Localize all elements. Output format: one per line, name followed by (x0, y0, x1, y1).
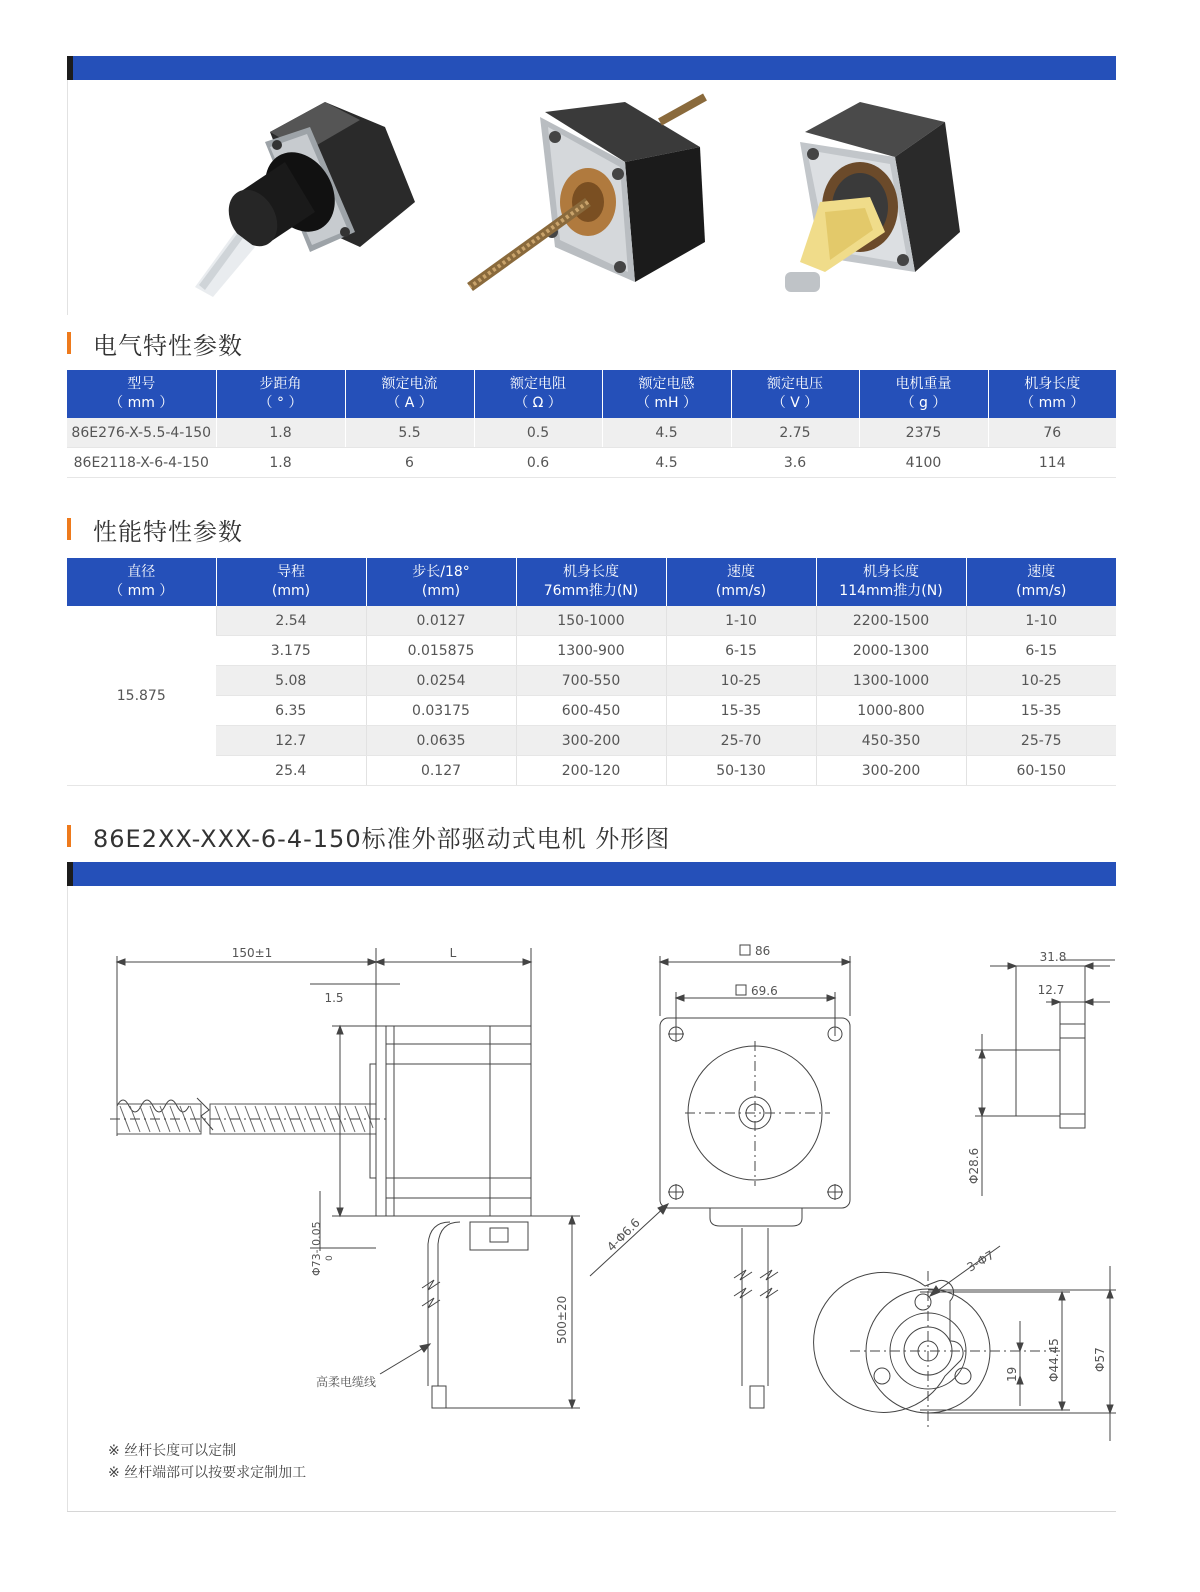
dim-phi44-45: Φ44.45 (1047, 1338, 1061, 1382)
nut-side-view (967, 950, 1115, 1196)
side-view (110, 946, 580, 1408)
header-cell: 机身长度 76mm推力(N) (516, 558, 666, 606)
dim-3-phi7: 3-Φ7 (964, 1247, 997, 1275)
drawing-banner (67, 862, 1116, 886)
section-marker (67, 825, 71, 847)
table-row: 25.4 0.127 200-120 50-130 300-200 60-150 (67, 756, 1116, 786)
header-cell: 机身长度 （ mm ） (988, 370, 1116, 418)
performance-section-title: 性能特性参数 (67, 512, 243, 546)
section-marker (67, 332, 71, 354)
motor-photo-2 (460, 82, 730, 312)
table-row: 12.7 0.0635 300-200 25-70 450-350 25-75 (67, 726, 1116, 756)
dim-1-5: 1.5 (324, 991, 344, 1005)
header-cell: 额定电阻 （ Ω ） (474, 370, 602, 418)
header-cell: 步距角 （ ° ） (216, 370, 345, 418)
header-cell: 额定电流 （ A ） (345, 370, 474, 418)
header-cell: 机身长度 114mm推力(N) (816, 558, 966, 606)
dim-phi73: Φ73- 0.05 (310, 1221, 323, 1276)
dim-4-phi66: 4-Φ6.6 (604, 1215, 643, 1255)
note-1: ※ 丝杆长度可以定制 (108, 1443, 237, 1459)
motor-photo-1 (185, 82, 425, 312)
front-view (590, 944, 850, 1408)
dim-12-7: 12.7 (1037, 983, 1065, 997)
header-cell: 速度 (mm/s) (966, 558, 1116, 606)
dim-phi28-6: Φ28.6 (967, 1147, 981, 1184)
dim-phi57: Φ57 (1093, 1347, 1107, 1372)
electrical-table (67, 370, 1116, 478)
header-cell: 额定电感 （ mH ） (602, 370, 731, 418)
cable-label: 高柔电缆线 (316, 1375, 377, 1389)
table-row: 6.35 0.03175 600-450 15-35 1000-800 15-35 (67, 696, 1116, 726)
table-row: 5.08 0.0254 700-550 10-25 1300-1000 10-25 (67, 666, 1116, 696)
table-row: 86E276-X-5.5-4-150 1.8 5.5 0.5 4.5 2.75 2375 76 (67, 418, 1116, 448)
note-2: ※ 丝杆端部可以按要求定制加工 (108, 1465, 307, 1481)
dim-86: 86 (755, 944, 771, 958)
header-cell: 步长/18° (mm) (366, 558, 516, 606)
header-cell: 额定电压 （ V ） (731, 370, 859, 418)
table-row: 3.175 0.015875 1300-900 6-15 2000-1300 6-15 (67, 636, 1116, 666)
outline-drawing (70, 886, 1116, 1506)
header-cell: 型号 （ mm ） (67, 370, 216, 418)
diameter-cell: 15.875 (67, 606, 216, 786)
dim-19: 19 (1005, 1366, 1019, 1382)
header-cell: 速度 (mm/s) (666, 558, 816, 606)
header-cell: 导程 (mm) (216, 558, 366, 606)
performance-table (67, 558, 1116, 786)
electrical-section-title: 电气特性参数 (67, 326, 243, 360)
motor-photo-3 (775, 82, 975, 312)
header-cell: 电机重量 （ g ） (859, 370, 988, 418)
dim-150: 150±1 (231, 946, 273, 960)
electrical-header-row (67, 370, 1116, 418)
table-row: 86E2118-X-6-4-150 1.8 6 0.6 4.5 3.6 4100 114 (67, 448, 1116, 478)
table-row: 15.875 2.54 0.0127 150-1000 1-10 2200-1500 1-10 (67, 606, 1116, 636)
dim-500: 500±20 (555, 1295, 569, 1344)
header-cell: 直径 （ mm ） (67, 558, 216, 606)
dim-31-8: 31.8 (1039, 950, 1067, 964)
dim-phi73-tol: 0 (325, 1255, 335, 1261)
nut-flange-view (814, 1246, 1116, 1441)
performance-header-row (67, 558, 1116, 606)
top-banner (67, 56, 1116, 80)
product-photos (70, 82, 1116, 314)
dim-L: L (449, 946, 457, 960)
dim-69-6: 69.6 (751, 984, 778, 998)
section-marker (67, 518, 71, 540)
drawing-section-title: 86E2XX-XXX-6-4-150标准外部驱动式电机 外形图 (67, 819, 670, 853)
